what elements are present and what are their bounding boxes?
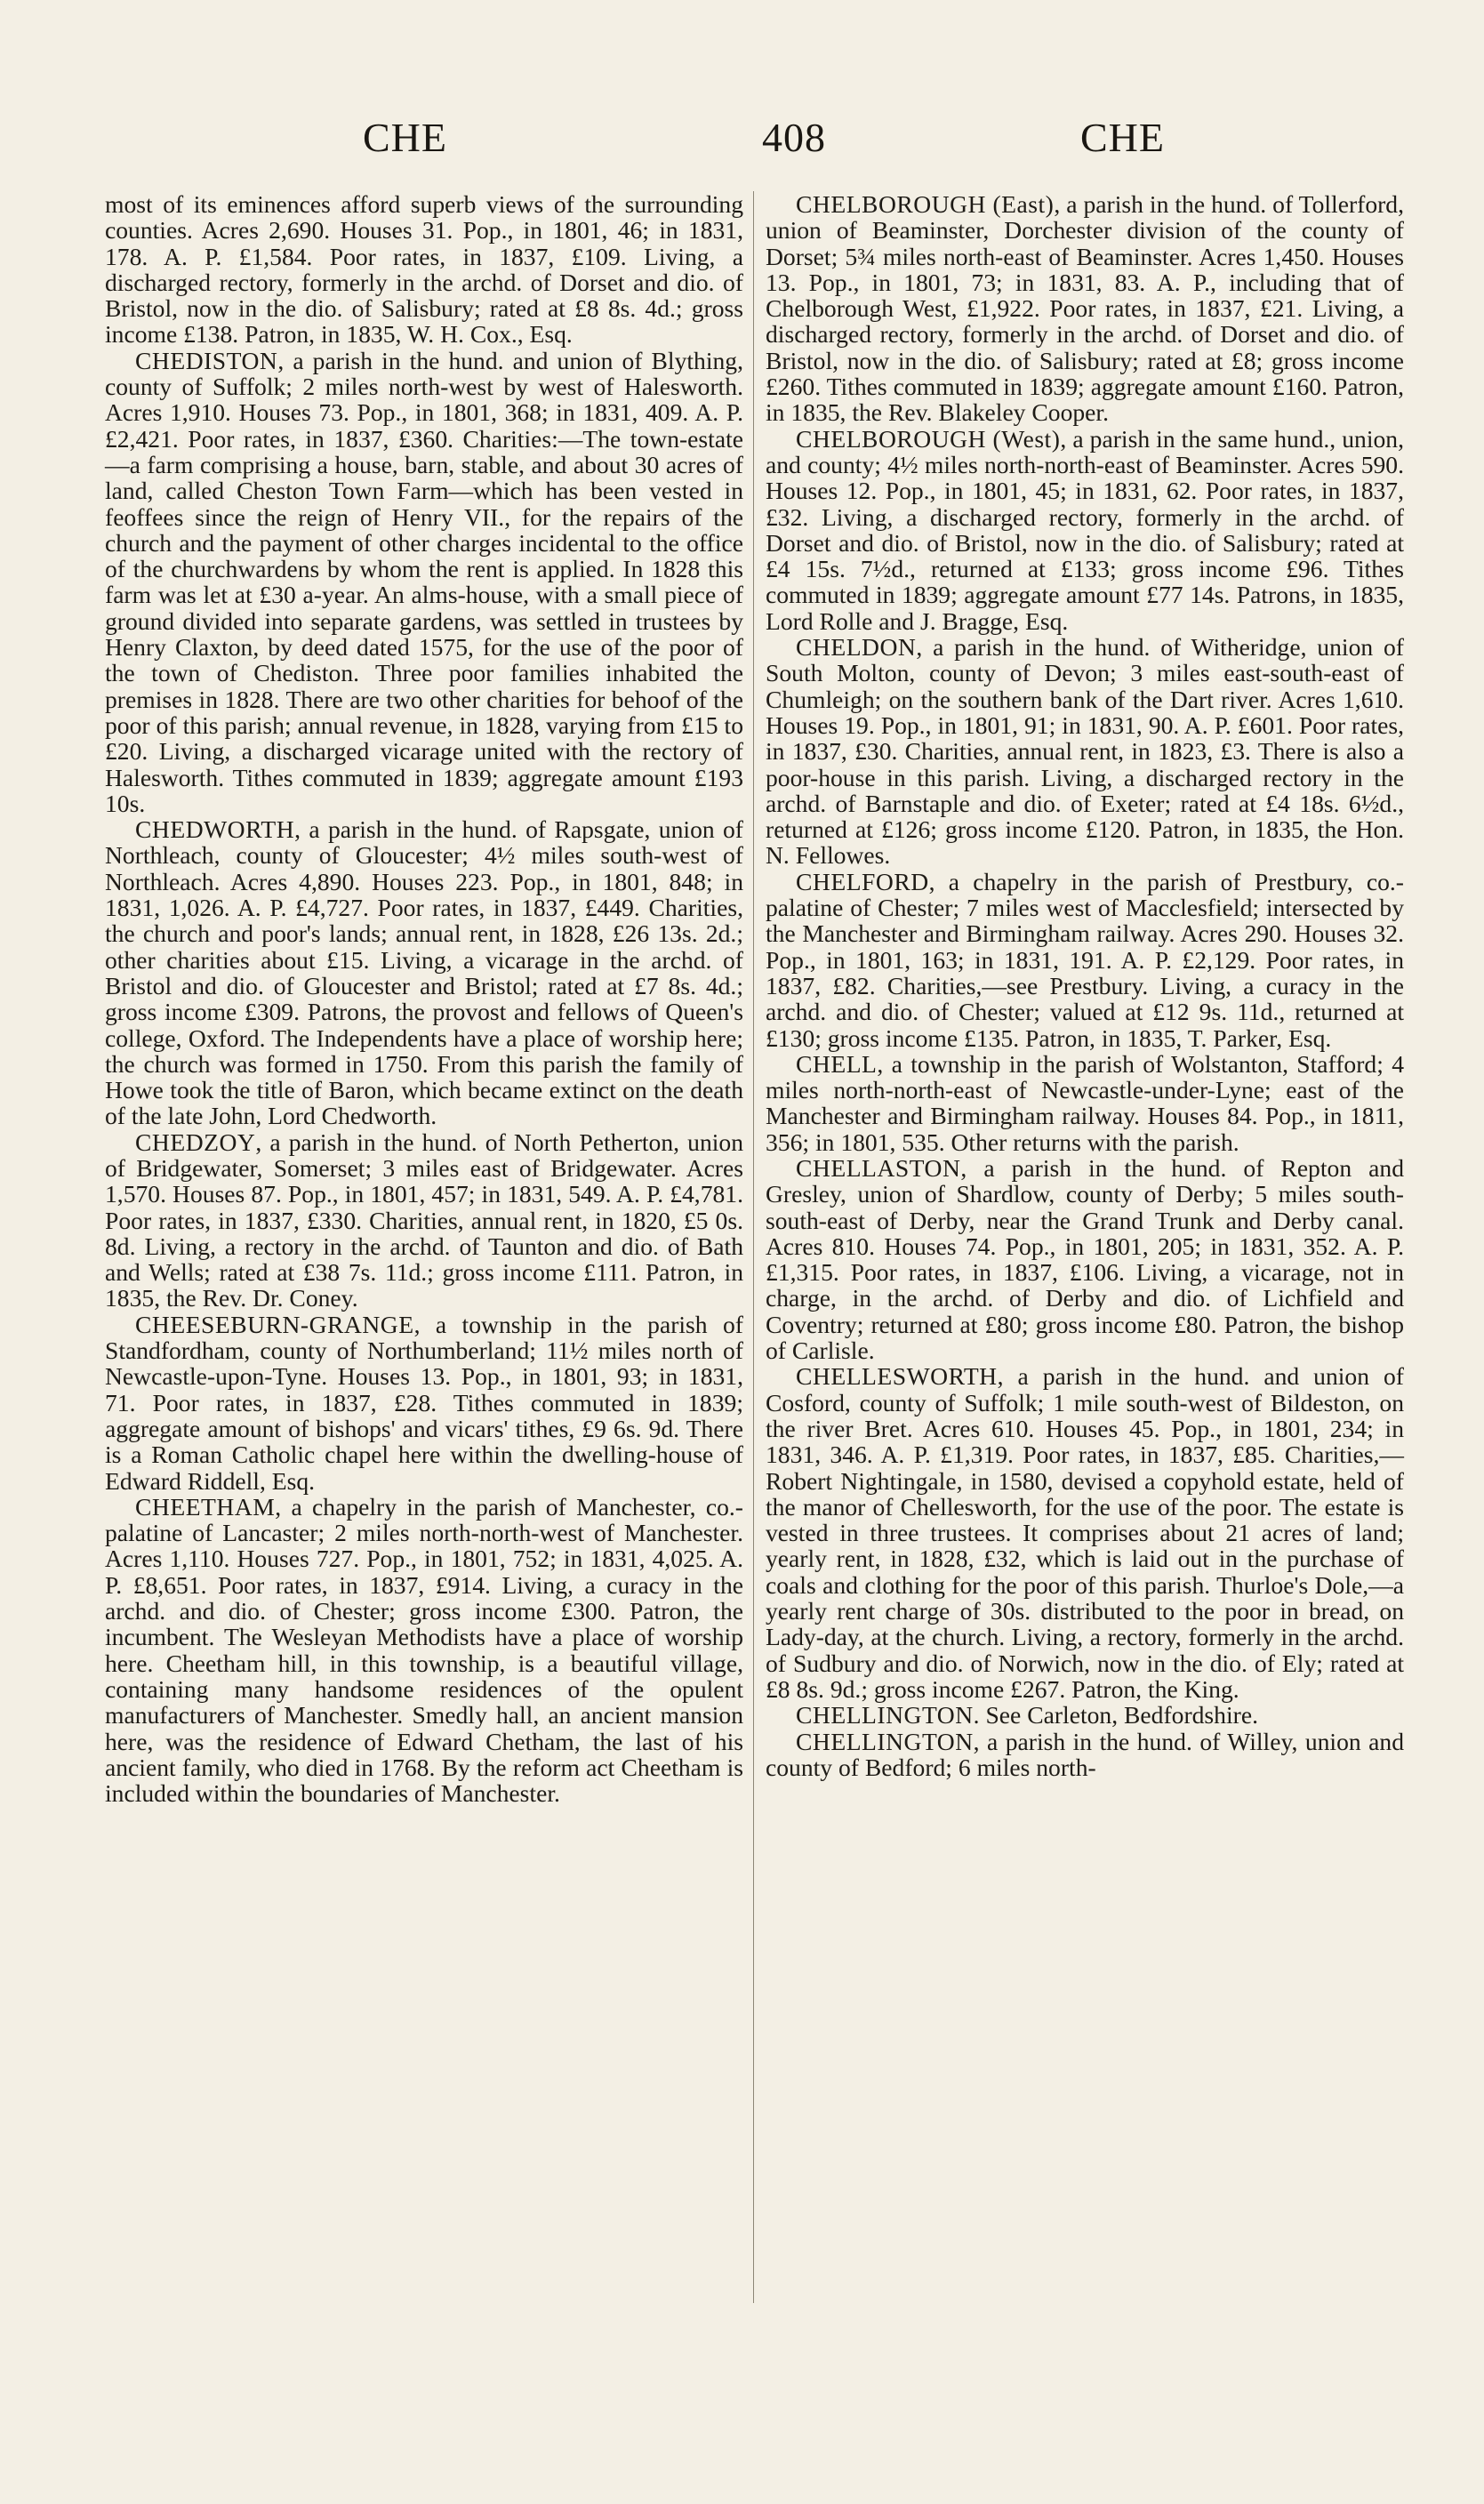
entry xyxy=(766,1051,1404,1155)
entry xyxy=(766,426,1404,634)
entry-text: , a parish in the hund. and union of Blything, county of Suffolk; 2 miles north-west by west of Halesworth. Acres 1,910. Houses 73. Pop., in 1801, 368; in 1831, 409. A. P. £2,421. Poor rates, in 1837, £360. Charities:—The town-estate—a farm comprising a house, barn, stable, and about 30 acres of land, called Cheston Town Farm—which has been vested in feoffees since the reign of Henry VII., for the repairs of the church and the payment of other charges incidental to the office of the churchwardens by whom the rent is applied. In 1828 this farm was let at £30 a-year. An alms-house, with a small piece of ground divided into separate gardens, was settled in trustees by Henry Claxton, by deed dated 1575, for the use of the poor of the town of Chediston. Three poor families inhabited the premises in 1828. There are two other charities for behoof of the poor of this parish; annual revenue, in 1828, varying from £15 to £20. Living, a discharged vicarage united with the rectory of Halesworth. Tithes commuted in 1839; aggregate amount £193 10s. xyxy=(105,346,743,817)
entry-text: , a parish in the hund. of North Petherton, union of Bridgewater, Somerset; 3 miles east of Bridgewater. Acres 1,570. Houses 87. Pop., in 1801, 457; in 1831, 549. A. P. £4,781. Poor rates, in 1837, £330. Charities, annual rent, in 1820, £5 0s. 8d. Living, a rectory in the archd. of Taunton and dio. of Bath and Wells; rated at £38 7s. 11d.; gross income £111. Patron, in 1835, the Rev. Dr. Coney. xyxy=(105,1128,743,1312)
entry-text: , a township in the parish of Wolstanton, Stafford; 4 miles north-north-east of Newcastle-under-Lyne; east of the Manchester and Birmingham railway. Houses 84. Pop., in 1811, 356; in 1801, 535. Other returns with the parish. xyxy=(766,1049,1404,1156)
entry xyxy=(766,1363,1404,1702)
entry-headword: CHEDWORTH xyxy=(135,815,295,844)
entry xyxy=(766,1155,1404,1363)
page-number: 408 xyxy=(762,115,826,160)
entry-headword: CHELLINGTON xyxy=(796,1701,974,1730)
running-header xyxy=(0,105,1484,167)
entry-headword: CHEDZOY xyxy=(135,1128,256,1156)
entry-text: , a chapelry in the parish of Manchester, co.-palatine of Lancaster; 2 miles north-north-west of Manchester. Acres 1,110. Houses 727. Pop., in 1801, 752; in 1831, 4,025. A. P. £8,651. Poor rates, in 1837, £914. Living, a curacy in the archd. and dio. of Chester; gross income £300. Patron, the incumbent. The Wesleyan Methodists have a place of worship here. Cheetham hill, in this township, is a beautiful village, containing many handsome residences of the opulent manufacturers of Manchester. Smedly hall, an ancient mansion here, was the residence of Edward Chetham, the last of his ancient family, who died in 1768. By the reform act Cheetham is included within the boundaries of Manchester. xyxy=(105,1492,743,1808)
entry xyxy=(766,1729,1404,1781)
entry xyxy=(105,1129,743,1312)
entry-headword: CHELLINGTON xyxy=(796,1727,974,1755)
column-divider xyxy=(753,191,754,2303)
entry-text: , a township in the parish of Standfordham, county of Northumberland; 11½ miles north of Newcastle-upon-Tyne. Houses 13. Pop., in 1801, 93; in 1831, 71. Poor rates, in 1837, £28. Tithes commuted in 1839; aggregate amount of bishops' and vicars' tithes, £9 6s. 9d. There is a Roman Catholic chapel here within the dwelling-house of Edward Riddell, Esq. xyxy=(105,1310,743,1495)
entry xyxy=(766,634,1404,869)
entry-headword: CHELBOROUGH (West) xyxy=(796,424,1061,453)
entry-text: . See Carleton, Bedfordshire. xyxy=(973,1701,1258,1730)
entry xyxy=(105,1312,743,1494)
entry xyxy=(105,1494,743,1807)
entry-text: , a parish in the same hund., union, and county; 4½ miles north-north-east of Beaminster. Acres 590. Houses 12. Pop., in 1801, 45; in 1831, 62. Poor rates, in 1837, £32. Living, a discharged rectory, formerly in the archd. of Dorset and dio. of Bristol, now in the dio. of Salisbury; rated at £4 15s. 7½d., returned at £133; gross income £96. Tithes commuted in 1839; aggregate amount £77 14s. Patrons, in 1835, Lord Rolle and J. Bragge, Esq. xyxy=(766,424,1404,635)
header-right-guideword: CHE xyxy=(1080,115,1165,160)
entry-text: , a parish in the hund. of Rapsgate, union of Northleach, county of Gloucester; 4½ miles south-west of Northleach. Acres 4,890. Houses 223. Pop., in 1801, 848; in 1831, 1,026. A. P. £4,727. Poor rates, in 1837, £449. Charities, the church and poor's lands; annual rent, in 1828, £26 13s. 2d.; other charities about £15. Living, a vicarage in the archd. of Bristol and dio. of Gloucester and Bristol; rated at £7 8s. 4d.; gross income £309. Patrons, the provost and fellows of Queen's college, Oxford. The Independents have a place of worship here; the church was formed in 1750. From this parish the family of Howe took the title of Baron, which became extinct on the death of the late John, Lord Chedworth. xyxy=(105,815,743,1130)
entry-headword: CHEESEBURN-GRANGE xyxy=(135,1310,414,1338)
entry-headword: CHEETHAM xyxy=(135,1492,276,1521)
entry xyxy=(766,869,1404,1051)
left-column xyxy=(105,191,743,1806)
entry-text: , a chapelry in the parish of Prestbury, co.-palatine of Chester; 7 miles west of Macclesfield; intersected by the Manchester and Birmingham railway. Acres 290. Houses 32. Pop., in 1801, 163; in 1831, 191. A. P. £2,129. Poor rates, in 1837, £82. Charities,—see Prestbury. Living, a curacy in the archd. and dio. of Chester; valued at £12 9s. 11d., returned at £130; gross income £135. Patron, in 1835, T. Parker, Esq. xyxy=(766,867,1404,1052)
entry xyxy=(766,1702,1404,1728)
entry-text: most of its eminences afford superb views of the surrounding counties. Acres 2,690. Houses 31. Pop., in 1801, 46; in 1831, 178. A. P. £1,584. Poor rates, in 1837, £109. Living, a discharged rectory, formerly in the archd. of Dorset and dio. of Bristol, now in the dio. of Salisbury; rated at £8 8s. 4d.; gross income £138. Patron, in 1835, W. H. Cox., Esq. xyxy=(105,190,743,349)
header-left-guideword: CHE xyxy=(363,115,447,160)
entry-headword: CHELL xyxy=(796,1049,878,1078)
right-column xyxy=(766,191,1404,1780)
entry xyxy=(766,191,1404,426)
entry-text: , a parish in the hund. of Witheridge, union of South Molton, county of Devon; 3 miles east-south-east of Chumleigh; on the southern bank of the Dart river. Acres 1,610. Houses 19. Pop., in 1801, 91; in 1831, 90. A. P. £601. Poor rates, in 1837, £30. Charities, annual rent, in 1823, £3. There is also a poor-house in this parish. Living, a discharged rectory in the archd. of Barnstaple and dio. of Exeter; rated at £4 18s. 6½d., returned at £126; gross income £120. Patron, in 1835, the Hon. N. Fellowes. xyxy=(766,633,1404,870)
entry-headword: CHELDON xyxy=(796,633,917,662)
entry-headword: CHELFORD xyxy=(796,867,929,895)
entry-text: , a parish in the hund. of Willey, union and county of Bedford; 6 miles north- xyxy=(766,1727,1404,1781)
entry-headword: CHELLASTON xyxy=(796,1153,961,1182)
entry-headword: CHEDISTON xyxy=(135,346,278,374)
entry-text: , a parish in the hund. of Repton and Gresley, union of Shardlow, county of Derby; 5 miles south-south-east of Derby, near the Grand Trunk and Derby canal. Acres 810. Houses 74. Pop., in 1801, 205; in 1831, 352. A. P. £1,315. Poor rates, in 1837, £106. Living, a vicarage, not in charge, in the archd. of Derby and dio. of Lichfield and Coventry; returned at £80; gross income £80. Patron, the bishop of Carlisle. xyxy=(766,1153,1404,1365)
entry xyxy=(105,191,743,348)
entry-text: , a parish in the hund. of Tollerford, union of Beaminster, Dorchester division of the county of Dorset; 5¾ miles north-east of Beaminster. Acres 1,450. Houses 13. Pop., in 1801, 73; in 1831, 83. A. P., including that of Chelborough West, £1,922. Poor rates, in 1837, £21. Living, a discharged rectory, formerly in the archd. of Dorset and dio. of Bristol, now in the dio. of Salisbury; rated at £8; gross income £260. Tithes commuted in 1839; aggregate amount £160. Patron, in 1835, the Rev. Blakeley Cooper. xyxy=(766,190,1404,427)
entry xyxy=(105,816,743,1129)
entry-headword: CHELBOROUGH (East) xyxy=(796,190,1055,218)
entry-text: , a parish in the hund. and union of Cosford, county of Suffolk; 1 mile south-west of Bildeston, on the river Bret. Acres 610. Houses 45. Pop., in 1801, 234; in 1831, 346. A. P. £1,319. Poor rates, in 1837, £85. Charities,—Robert Nightingale, in 1580, devised a copyhold estate, held of the manor of Chellesworth, for the use of the poor. The estate is vested in three trustees. It comprises about 21 acres of land; yearly rent, in 1828, £32, which is laid out in the purchase of coals and clothing for the poor of this parish. Thurloe's Dole,—a yearly rent charge of 30s. distributed to the poor in bread, on Lady-day, at the church. Living, a rectory, formerly in the archd. of Sudbury and dio. of Norwich, now in the dio. of Ely; rated at £8 8s. 9d.; gross income £267. Patron, the King. xyxy=(766,1362,1404,1703)
entry-headword: CHELLESWORTH xyxy=(796,1362,998,1391)
entry xyxy=(105,348,743,816)
